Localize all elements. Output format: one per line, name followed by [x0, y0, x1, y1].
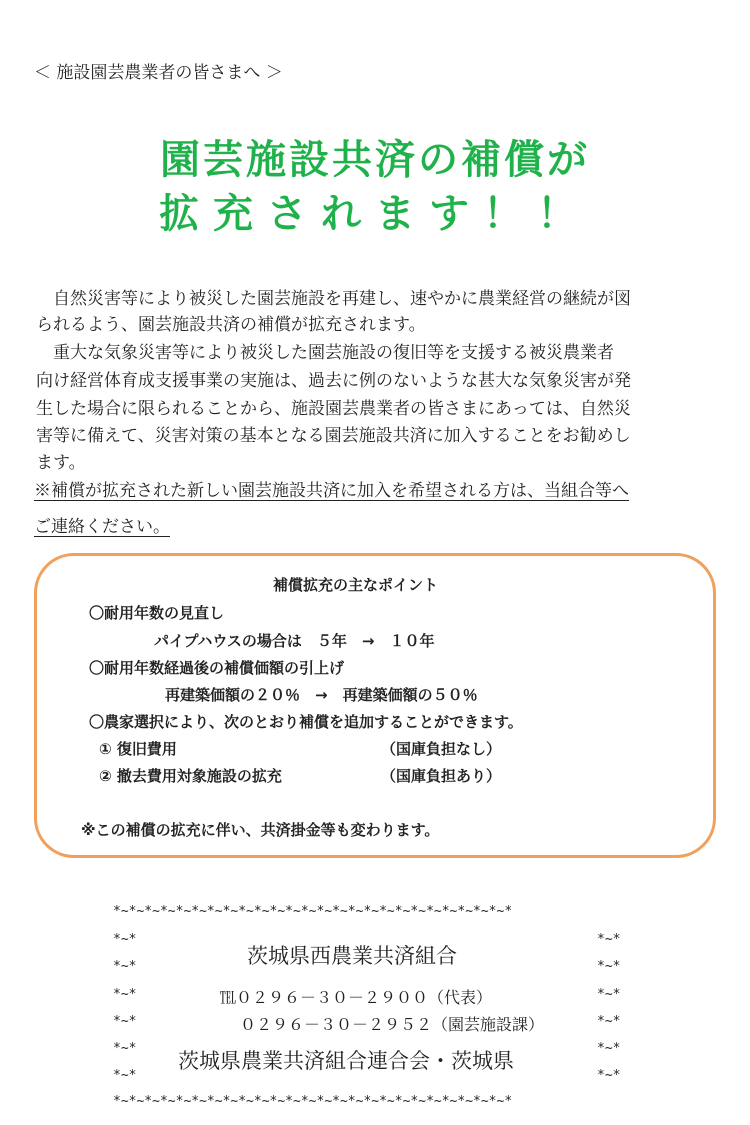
phone-dept: ０２９６－３０－２９５２（園芸施設課） — [240, 1015, 545, 1034]
contact-request-note-2 — [34, 509, 170, 545]
contact-request-text-2: ご連絡ください。 — [34, 517, 170, 537]
main-title-line-2: 拡充されます！！ — [159, 191, 591, 237]
option-label-2: ② 撤去費用対象施設の拡充 — [99, 767, 282, 785]
phone-icon: ℡ — [220, 988, 237, 1007]
option-note-1: （国庫負担なし） — [381, 740, 502, 758]
decorative-border-bottom: *~*~*~*~*~*~*~*~*~*~*~*~*~*~*~*~*~*~*~*~*~*~*~*~*~* — [113, 1094, 513, 1109]
points-footnote: ※この補償の拡充に伴い、共済掛金等も変わります。 — [81, 821, 440, 839]
decorative-side-mark: *~* — [113, 959, 137, 974]
federation-name: 茨城県農業共済組合連合会・茨城県 — [178, 1049, 514, 1073]
point-item-2-detail: 再建築価額の２０％ → 再建築価額の５０％ — [165, 686, 478, 704]
phone-main — [220, 985, 492, 1008]
decorative-side-mark: *~* — [597, 1014, 621, 1029]
point-item-3: 〇農家選択により、次のとおり補償を追加することができます。 — [89, 713, 523, 731]
organization-name: 茨城県西農業共済組合 — [247, 944, 457, 968]
decorative-border-top: *~*~*~*~*~*~*~*~*~*~*~*~*~*~*~*~*~*~*~*~*~*~*~*~*~* — [113, 904, 513, 919]
contact-request-text-1: ※補償が拡充された新しい園芸施設共済に加入を希望される方は、当組合等へ — [34, 481, 629, 501]
point-item-2: 〇耐用年数経過後の補償価額の引上げ — [89, 659, 345, 677]
decorative-side-mark: *~* — [113, 1014, 137, 1029]
decorative-side-mark: *~* — [597, 959, 621, 974]
decorative-side-mark: *~* — [597, 932, 621, 947]
point-item-1: 〇耐用年数の見直し — [89, 604, 225, 622]
body-line: 自然災害等により被災した園芸施設を再建し、速やかに農業経営の継続が図 — [36, 289, 631, 309]
decorative-side-mark: *~* — [597, 1041, 621, 1056]
body-line: 害等に備えて、災害対策の基本となる園芸施設共済に加入することをお勧めし — [36, 426, 631, 446]
point-item-1-detail: パイプハウスの場合は ５年 → １０年 — [154, 632, 435, 650]
contact-request-note-1 — [34, 473, 629, 509]
decorative-side-mark: *~* — [597, 987, 621, 1002]
decorative-side-mark: *~* — [113, 1041, 137, 1056]
body-line: 生した場合に限られることから、施設園芸農業者の皆さまにあっては、自然災 — [36, 399, 631, 419]
body-line: ます。 — [36, 453, 86, 473]
points-title: 補償拡充の主なポイント — [273, 576, 439, 594]
option-note-2: （国庫負担あり） — [381, 767, 502, 785]
option-label-1: ① 復旧費用 — [99, 740, 177, 758]
body-line: 向け経営体育成支援事業の実施は、過去に例のないような甚大な気象災害が発 — [36, 371, 631, 391]
decorative-side-mark: *~* — [113, 987, 137, 1002]
phone-main-number: ０２９６－３０－２９００（代表） — [236, 988, 493, 1007]
decorative-side-mark: *~* — [113, 932, 137, 947]
body-line: 重大な気象災害等により被災した園芸施設の復旧等を支援する被災農業者 — [36, 343, 614, 363]
decorative-side-mark: *~* — [113, 1068, 137, 1083]
decorative-side-mark: *~* — [597, 1068, 621, 1083]
body-line: られるよう、園芸施設共済の補償が拡充されます。 — [36, 315, 426, 335]
points-box — [34, 553, 716, 858]
main-title-line-1: 園芸施設共済の補償が — [160, 137, 590, 183]
audience-heading: ＜ 施設園芸農業者の皆さまへ ＞ — [34, 63, 283, 83]
